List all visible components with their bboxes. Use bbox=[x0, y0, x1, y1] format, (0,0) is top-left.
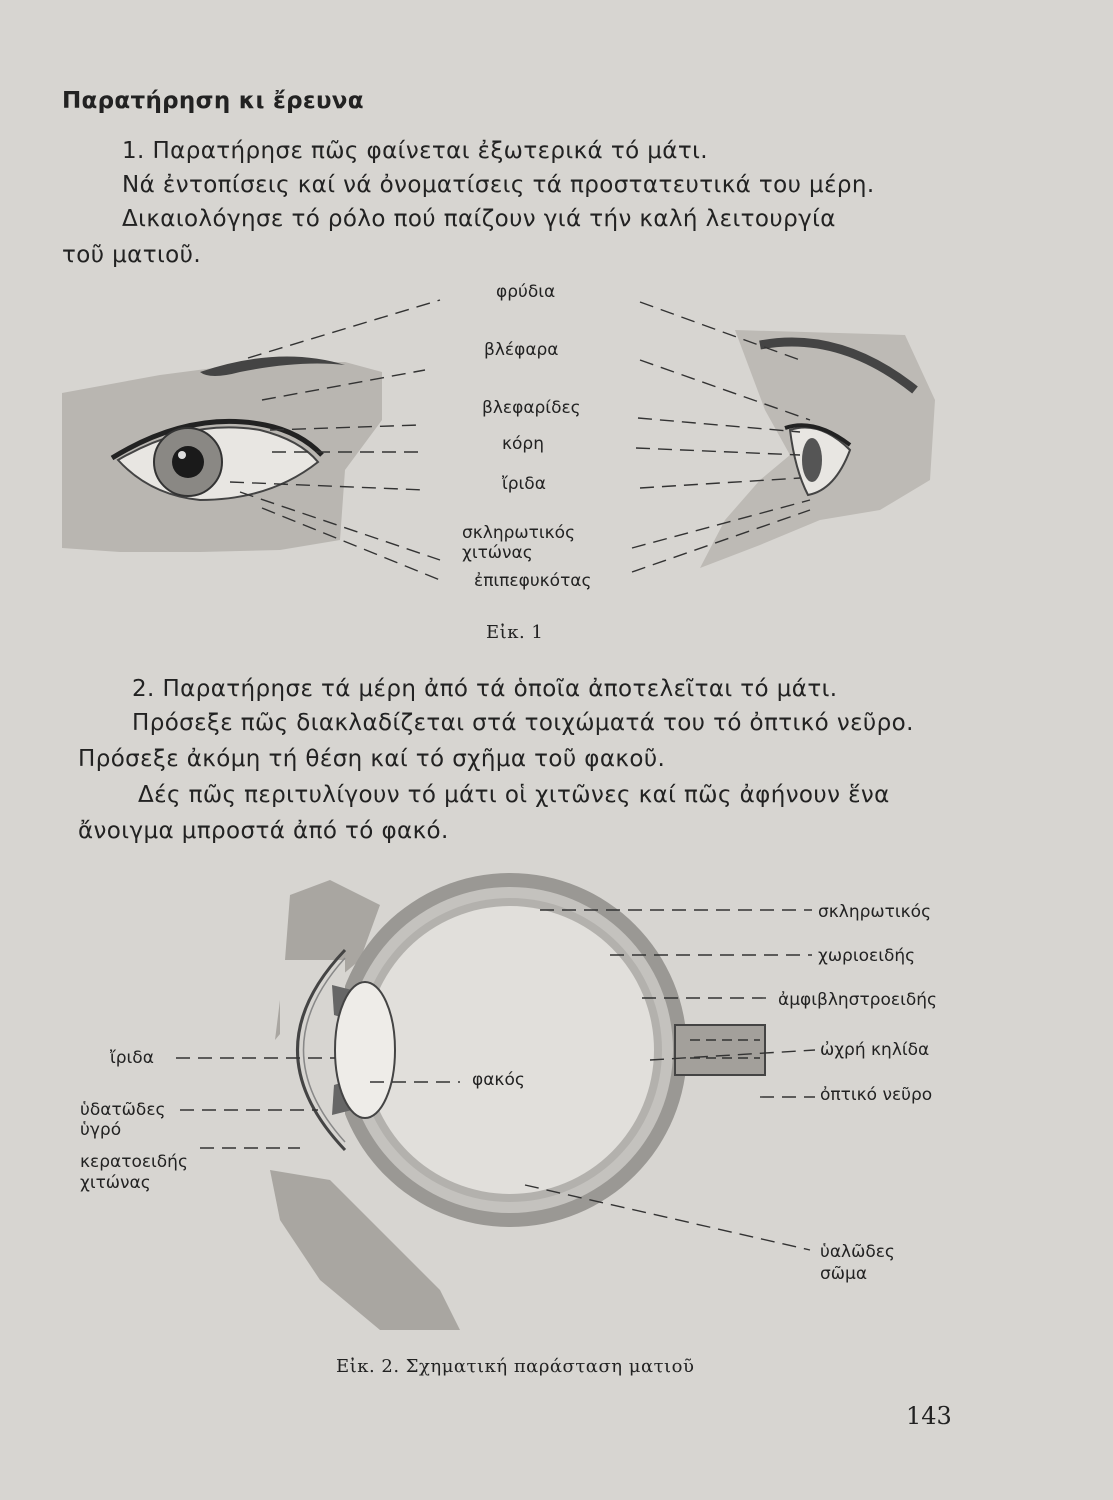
label-aqueous-2: ὑγρό bbox=[80, 1120, 122, 1140]
label-sclera-1: σκληρωτικός bbox=[462, 523, 576, 543]
label-eyelashes: βλεφαρίδες bbox=[482, 398, 581, 418]
vitreous-body bbox=[366, 906, 654, 1194]
figure2-caption: Εἰκ. 2. Σχηματική παράσταση ματιοῦ bbox=[336, 1356, 695, 1377]
section-heading: Παρατήρηση κι ἔρευνα bbox=[62, 88, 364, 114]
figure1-caption: Εἰκ. 1 bbox=[486, 622, 544, 643]
page-number: 143 bbox=[906, 1402, 952, 1430]
label-conjunctiva: ἐπιπεφυκότας bbox=[474, 571, 592, 591]
optic-nerve bbox=[675, 1025, 765, 1075]
label-lens: φακός bbox=[472, 1070, 525, 1090]
label-iris: ἴριδα bbox=[502, 474, 546, 494]
section1-line1: 1. Παρατήρησε πῶς φαίνεται ἐξωτερικά τό μάτι. bbox=[122, 138, 708, 164]
section1-line2: Νά ἐντοπίσεις καί νά ὀνοματίσεις τά προστατευτικά του μέρη. bbox=[122, 172, 875, 198]
label-optic-nerve: ὀπτικό νεῦρο bbox=[820, 1085, 933, 1105]
section2-line1: 2. Παρατήρησε τά μέρη ἀπό τά ὁποῖα ἀποτελεῖται τό μάτι. bbox=[132, 676, 838, 702]
section1-line4: τοῦ ματιοῦ. bbox=[62, 242, 202, 268]
section2-line3: Πρόσεξε ἀκόμη τή θέση καί τό σχῆμα τοῦ φακοῦ. bbox=[78, 746, 666, 772]
label-cornea-2: χιτώνας bbox=[80, 1173, 151, 1193]
lens bbox=[335, 982, 395, 1118]
label-vitreous-1: ὑαλῶδες bbox=[820, 1242, 895, 1262]
label-pupil: κόρη bbox=[502, 434, 544, 454]
label-vitreous-2: σῶμα bbox=[820, 1264, 868, 1284]
label-sclera-2: σκληρωτικός bbox=[818, 902, 932, 922]
label-choroid: χωριοειδής bbox=[818, 946, 916, 966]
label-cornea-1: κερατοειδής bbox=[80, 1152, 188, 1172]
label-eyelids: βλέφαρα bbox=[484, 340, 559, 360]
label-macula: ὠχρή κηλίδα bbox=[820, 1040, 930, 1060]
section1-line3: Δικαιολόγησε τό ρόλο πού παίζουν γιά τήν καλή λειτουργία bbox=[122, 206, 836, 232]
label-retina: ἀμφιβληστροειδής bbox=[778, 990, 937, 1010]
label-eyebrows: φρύδια bbox=[496, 282, 556, 302]
section2-line2: Πρόσεξε πῶς διακλαδίζεται στά τοιχώματά του τό ὀπτικό νεῦρο. bbox=[132, 710, 914, 736]
label-sclera-2: χιτώνας bbox=[462, 543, 533, 563]
label-iris-2: ἴριδα bbox=[110, 1048, 154, 1068]
section2-line4: Δές πῶς περιτυλίγουν τό μάτι οἱ χιτῶνες καί πῶς ἀφήνουν ἕνα bbox=[138, 782, 890, 808]
section2-line5: ἄνοιγμα μπροστά ἀπό τό φακό. bbox=[78, 818, 449, 844]
label-aqueous-1: ὑδατῶδες bbox=[80, 1100, 166, 1120]
